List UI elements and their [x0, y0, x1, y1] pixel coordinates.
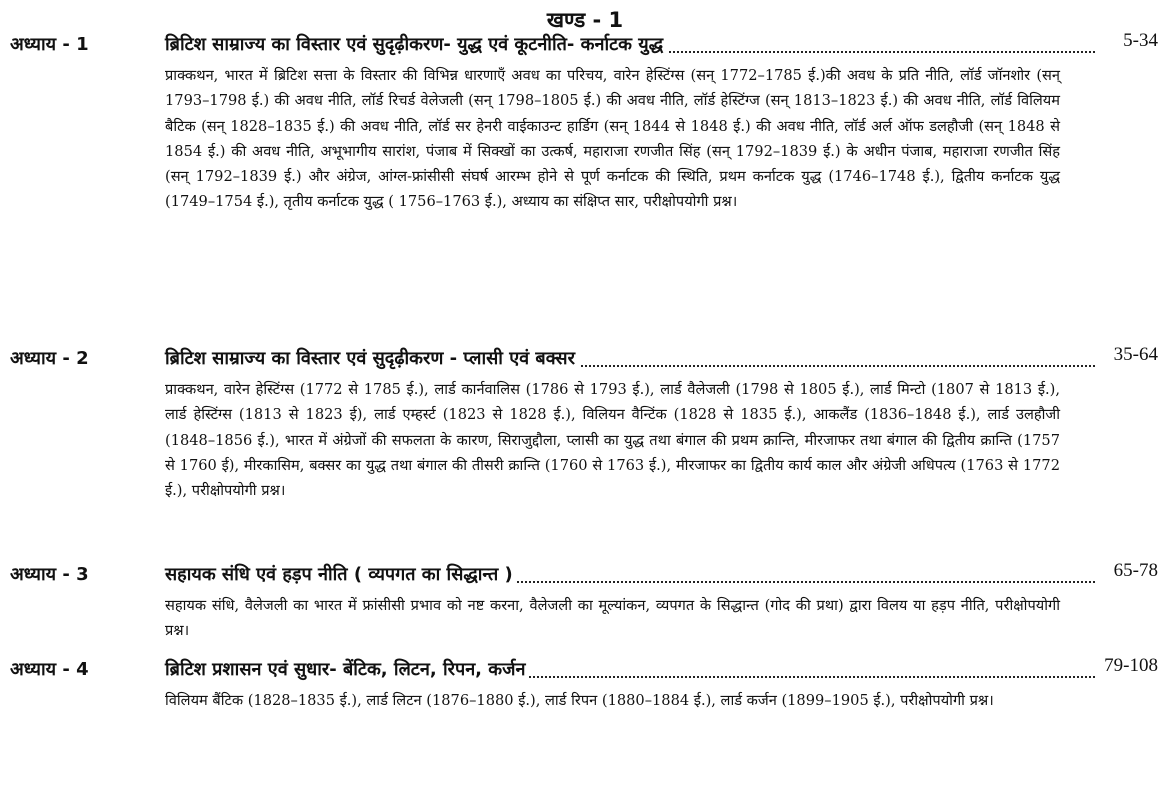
chapter-description: विलियम बैंटिक (1828–1835 ई.), लार्ड लिटन (1876–1880 ई.), लार्ड रिपन (1880–1884 ई.), लार्ड कर्जन (1899–1905 ई.), परीक्षोपयोगी प्रश्न।	[165, 692, 994, 709]
chapter-heading	[0, 344, 1170, 374]
chapter-title: सहायक संधि एवं हड़प नीति ( व्यपगत का सिद्धान्त )	[165, 562, 517, 586]
chapter-label: अध्याय - 2	[10, 348, 89, 369]
chapter-entry-2	[0, 344, 1170, 500]
chapter-page-range: 5-34	[1119, 30, 1158, 52]
chapter-description: सहायक संधि, वैलेजली का भारत में फ्रांसीसी प्रभाव को नष्ट करना, वैलेजली का मूल्यांकन, व्यपगत के सिद्धान्त (गोद की प्रथा) द्वारा विलय या हड़प नीति, परीक्षोपयोगी प्रश्न।	[165, 597, 1060, 640]
chapter-page-range: 35-64	[1110, 344, 1158, 366]
chapter-entry-3	[0, 560, 1170, 640]
chapter-description: प्राक्कथन, वारेन हेस्टिंग्स (1772 से 1785 ई.), लार्ड कार्नवालिस (1786 से 1793 ई.), लार्ड वैलेजली (1798 से 1805 ई.), लार्ड मिन्टो (1807 से 1813 ई.), लार्ड हेस्टिंग्स (1813 से 1823 ई), लार्ड एम्हर्स्ट (1823 से 1828 ई.), विलियन वैन्टिंक (1828 से 1835 ई.), आकलैंड (1836–1848 ई.), लार्ड उलहौजी (1848–1856 ई.), भारत में अंग्रेजों की सफलता के कारण, सिराजुद्दौला, प्लासी का युद्ध तथा बंगाल की प्रथम क्रान्ति, मीरजाफर तथा बंगाल की द्वितीय क्रान्ति (1757 से 1760 ई), मीरकासिम, बक्सर का युद्ध तथा बंगाल की तीसरी क्रान्ति (1760 से 1763 ई.), मीरजाफर का द्वितीय कार्य काल और अंग्रेजी अधिपत्य (1763 से 1772 ई.), परीक्षोपयोगी प्रश्न।	[165, 381, 1060, 500]
chapter-page-range: 79-108	[1100, 655, 1158, 677]
chapter-label: अध्याय - 1	[10, 34, 89, 55]
section-title: खण्ड - 1	[546, 8, 624, 32]
chapter-title: ब्रिटिश साम्राज्य का विस्तार एवं सुदृढ़ीकरण- युद्ध एवं कूटनीति- कर्नाटक युद्ध	[165, 32, 667, 56]
chapter-title: ब्रिटिश प्रशासन एवं सुधार- बेंटिक, लिटन, रिपन, कर्जन	[165, 657, 529, 681]
chapter-label: अध्याय - 3	[10, 564, 89, 585]
chapter-page-range: 65-78	[1110, 560, 1158, 582]
chapter-description: प्राक्कथन, भारत में ब्रिटिश सत्ता के विस्तार की विभिन्न धारणाएँ अवध का परिचय, वारेन हेस्टिंग्स (सन् 1772–1785 ई.)की अवध के प्रति नीति, लॉर्ड जॉनशोर (सन् 1793–1798 ई.) की अवध नीति, लॉर्ड रिचर्ड वेलेजली (सन् 1798–1805 ई.) की अवध नीति, लॉर्ड हेस्टिंग्ज (सन् 1813–1823 ई.) की अवध नीति, लॉर्ड विलियम बैटिक (सन् 1828–1835 ई.) की अवध नीति, लॉर्ड सर हेनरी वाईकाउन्ट हार्डिग (सन् 1844 से 1848 ई.) की अवध नीति, लॉर्ड अर्ल ऑफ डलहौजी (सन् 1848 से 1854 ई.) की अवध नीति, अभूभागीय सारांश, पंजाब में सिक्खों का उत्कर्ष, महाराजा रणजीत सिंह (सन् 1792–1839 ई.) के अधीन पंजाब, महाराजा रणजीत सिंह (सन् 1792–1839 ई.) और अंग्रेज, आंग्ल-फ्रांसीसी संघर्ष आरम्भ होने से पूर्ण कर्नाटक की स्थिति, प्रथम कर्नाटक युद्ध (1746–1748 ई.), द्वितीय कर्नाटक युद्ध (1749–1754 ई.), तृतीय कर्नाटक युद्ध ( 1756–1763 ई.), अध्याय का संक्षिप्त सार, परीक्षोपयोगी प्रश्न।	[165, 67, 1060, 211]
chapter-heading	[0, 560, 1170, 590]
chapter-entry-4	[0, 655, 1170, 709]
chapter-label: अध्याय - 4	[10, 659, 89, 680]
chapter-heading	[0, 30, 1170, 60]
chapter-entry-1	[0, 30, 1170, 211]
chapter-title: ब्रिटिश साम्राज्य का विस्तार एवं सुदृढ़ीकरण - प्लासी एवं बक्सर	[165, 346, 579, 370]
chapter-heading	[0, 655, 1170, 685]
